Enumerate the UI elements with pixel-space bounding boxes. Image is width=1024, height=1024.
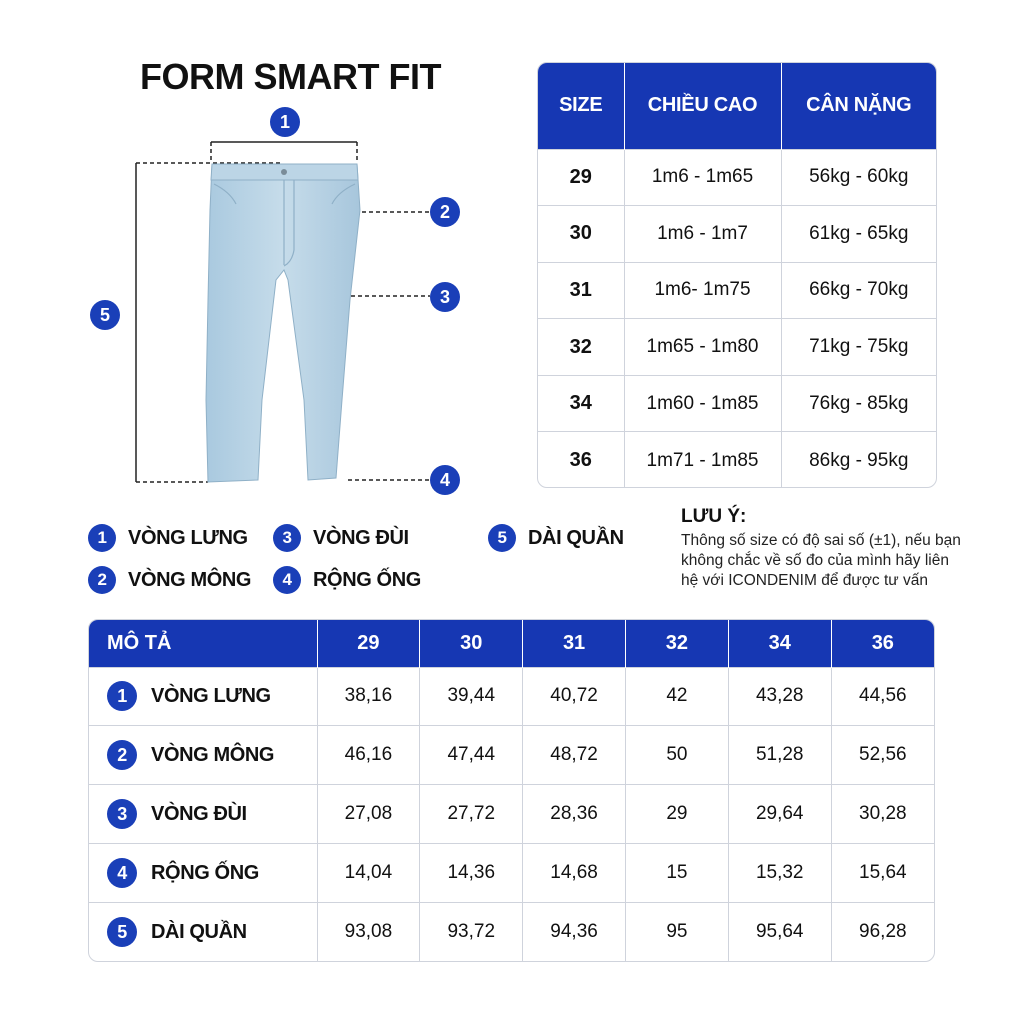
- value-cell: 43,28: [728, 667, 831, 726]
- header-size-31: 31: [523, 620, 626, 667]
- weight-cell: 66kg - 70kg: [781, 262, 936, 319]
- number-4-icon: 4: [273, 566, 301, 594]
- legend-item-hip: [88, 566, 251, 594]
- weight-cell: 56kg - 60kg: [781, 149, 936, 206]
- legend-label: RỘNG ỐNG: [313, 568, 421, 591]
- value-cell: 96,28: [831, 903, 934, 961]
- row-label: VÒNG ĐÙI: [151, 802, 247, 825]
- measurement-table: [88, 619, 935, 962]
- legend-label: VÒNG LƯNG: [128, 526, 248, 549]
- table-row: [538, 375, 936, 432]
- table-row: [538, 206, 936, 263]
- table-row: [89, 667, 934, 726]
- table-row: [89, 785, 934, 844]
- row-label: VÒNG MÔNG: [151, 743, 275, 766]
- row-label: DÀI QUẦN: [151, 920, 247, 943]
- value-cell: 93,72: [420, 903, 523, 961]
- value-cell: 27,08: [317, 785, 420, 844]
- table-row: [538, 149, 936, 206]
- note-text: Thông số size có độ sai số (±1), nếu bạn không chắc về số đo của mình hãy liên hệ với ICONDENIM để được tư vấn: [681, 532, 961, 589]
- size-cell: 34: [538, 375, 624, 432]
- header-description: MÔ TẢ: [89, 620, 317, 667]
- header-size: SIZE: [538, 63, 624, 149]
- legend-item-leg-opening: [273, 566, 421, 594]
- legend-item-thigh: [273, 524, 409, 552]
- legend-label: DÀI QUẦN: [528, 526, 624, 549]
- value-cell: 15: [625, 844, 728, 903]
- row-label-cell: [89, 785, 317, 844]
- row-label-cell: [89, 667, 317, 726]
- size-cell: 29: [538, 149, 624, 206]
- table-row: [89, 726, 934, 785]
- marker-3-badge: 3: [430, 282, 460, 312]
- value-cell: 42: [625, 667, 728, 726]
- number-1-icon: 1: [88, 524, 116, 552]
- size-cell: 30: [538, 206, 624, 263]
- row-label: VÒNG LƯNG: [151, 684, 271, 707]
- value-cell: 15,64: [831, 844, 934, 903]
- value-cell: 40,72: [523, 667, 626, 726]
- table-row: [89, 844, 934, 903]
- value-cell: 93,08: [317, 903, 420, 961]
- header-size-36: 36: [831, 620, 934, 667]
- header-size-30: 30: [420, 620, 523, 667]
- weight-cell: 71kg - 75kg: [781, 319, 936, 376]
- row-label: RỘNG ỐNG: [151, 861, 259, 884]
- note-title: LƯU Ý:: [681, 506, 747, 527]
- height-cell: 1m71 - 1m85: [624, 432, 781, 488]
- table-row: [538, 319, 936, 376]
- value-cell: 15,32: [728, 844, 831, 903]
- height-cell: 1m65 - 1m80: [624, 319, 781, 376]
- value-cell: 39,44: [420, 667, 523, 726]
- number-3-icon: 3: [107, 799, 137, 829]
- number-3-icon: 3: [273, 524, 301, 552]
- number-2-icon: 2: [88, 566, 116, 594]
- height-cell: 1m6- 1m75: [624, 262, 781, 319]
- value-cell: 14,68: [523, 844, 626, 903]
- legend-label: VÒNG ĐÙI: [313, 526, 409, 549]
- header-height: CHIỀU CAO: [624, 63, 781, 149]
- page-title: FORM SMART FIT: [140, 56, 441, 97]
- marker-1-badge: 1: [270, 107, 300, 137]
- table-row: [538, 432, 936, 488]
- table-row: [89, 903, 934, 961]
- value-cell: 38,16: [317, 667, 420, 726]
- number-5-icon: 5: [488, 524, 516, 552]
- row-label-cell: [89, 844, 317, 903]
- value-cell: 29: [625, 785, 728, 844]
- size-cell: 32: [538, 319, 624, 376]
- header-size-29: 29: [317, 620, 420, 667]
- height-cell: 1m60 - 1m85: [624, 375, 781, 432]
- weight-cell: 76kg - 85kg: [781, 375, 936, 432]
- number-4-icon: 4: [107, 858, 137, 888]
- jeans-figure: [80, 100, 480, 500]
- value-cell: 30,28: [831, 785, 934, 844]
- number-2-icon: 2: [107, 740, 137, 770]
- row-label-cell: [89, 903, 317, 961]
- value-cell: 29,64: [728, 785, 831, 844]
- value-cell: 47,44: [420, 726, 523, 785]
- number-5-icon: 5: [107, 917, 137, 947]
- weight-cell: 61kg - 65kg: [781, 206, 936, 263]
- value-cell: 95,64: [728, 903, 831, 961]
- measurement-table-header: [89, 620, 934, 667]
- marker-5-badge: 5: [90, 300, 120, 330]
- value-cell: 27,72: [420, 785, 523, 844]
- header-size-34: 34: [728, 620, 831, 667]
- measurement-legend: [88, 522, 648, 602]
- marker-2-badge: 2: [430, 197, 460, 227]
- weight-cell: 86kg - 95kg: [781, 432, 936, 488]
- row-label-cell: [89, 726, 317, 785]
- value-cell: 50: [625, 726, 728, 785]
- size-cell: 31: [538, 262, 624, 319]
- number-1-icon: 1: [107, 681, 137, 711]
- value-cell: 14,36: [420, 844, 523, 903]
- header-size-32: 32: [625, 620, 728, 667]
- legend-label: VÒNG MÔNG: [128, 568, 252, 591]
- size-cell: 36: [538, 432, 624, 488]
- size-table-header: [538, 63, 936, 149]
- legend-item-length: [488, 524, 624, 552]
- value-cell: 14,04: [317, 844, 420, 903]
- header-weight: CÂN NẶNG: [781, 63, 936, 149]
- marker-4-badge: 4: [430, 465, 460, 495]
- value-cell: 48,72: [523, 726, 626, 785]
- value-cell: 52,56: [831, 726, 934, 785]
- size-guide-table: [537, 62, 937, 488]
- height-cell: 1m6 - 1m65: [624, 149, 781, 206]
- legend-item-waist: [88, 524, 248, 552]
- jeans-illustration: [80, 100, 480, 500]
- value-cell: 28,36: [523, 785, 626, 844]
- value-cell: 46,16: [317, 726, 420, 785]
- value-cell: 51,28: [728, 726, 831, 785]
- value-cell: 44,56: [831, 667, 934, 726]
- table-row: [538, 262, 936, 319]
- height-cell: 1m6 - 1m7: [624, 206, 781, 263]
- value-cell: 95: [625, 903, 728, 961]
- value-cell: 94,36: [523, 903, 626, 961]
- note-box: [681, 506, 961, 591]
